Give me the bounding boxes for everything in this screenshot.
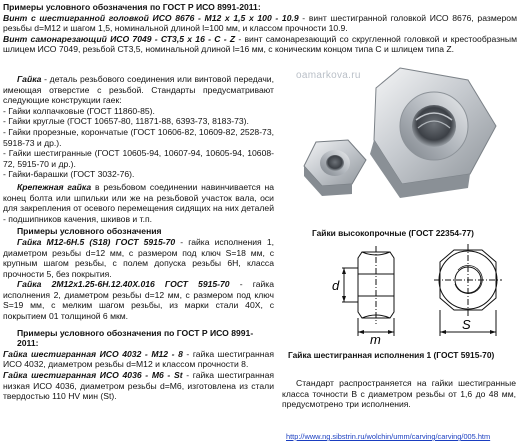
nut-types-list (3, 106, 274, 180)
nut-example-2 (3, 279, 274, 321)
nuts-photo (282, 62, 516, 224)
photo-caption: Гайки высокопрочные (ГОСТ 22354-77) (312, 228, 474, 238)
nut-example-3 (3, 349, 274, 370)
example-2-desc: - винт самонарезающий со скругленной головкой и крестообразным шлицем ИСО 7049, резьбой СТ3,5, номинальной длиной l=16 мм, с коническим концом типа С и шлицем типа Z. (3, 33, 517, 55)
list-item: - Гайки шестигранные (ГОСТ 10605-94, 10607-94, 10605-94, 10608-72, 5915-70 и др.). (3, 148, 274, 169)
example-1-desc: - винт шестигранной головкой ИСО 8676, размером резьбы d=М12 и шагом 1,5, номинальной длиной l=100 мм, и классом прочности 10.9. (3, 12, 517, 34)
dimension-label-m: m (370, 332, 381, 346)
nut-example-4 (3, 370, 274, 402)
section-title-2: Примеры условного обозначения по ГОСТ Р ИСО 8991-2011: (17, 327, 254, 349)
header-example-1 (3, 13, 517, 34)
nuts-photo-image (282, 62, 516, 224)
nut-example-3-code: Гайка шестигранная ИСО 4032 - М12 - 8 (3, 348, 183, 359)
left-column (3, 74, 274, 402)
list-item: - Гайки-барашки (ГОСТ 3032-76). (3, 169, 135, 180)
nut-example-2-desc: - гайка исполнения 2, диаметром резьбы d=12 мм, с размером под ключ S=19 мм, с мелким шагом резьбы, из марки стали 40Х, с покрытием 01 толщиной 6 мкм. (3, 279, 275, 322)
nut-term: Гайка (17, 74, 42, 84)
nut-example-3-desc: - гайка шестигранная ИСО 4032, диаметром резьбы d=М12 и классом прочности 8. (3, 348, 274, 370)
header-example-2 (3, 34, 517, 55)
nut-definition-text: - деталь резьбового соединения или винтовой передачи, имеющая отверстие с резьбой. Стандарты предусматривают следующие конструкции гаек: (3, 74, 274, 106)
nut-example-1 (3, 237, 274, 279)
example-1-code: Винт с шестигранной головкой ИСО 8676 - М12 x 1,5 x 100 - 10.9 (3, 12, 299, 23)
watermark: oamarkova.ru (296, 70, 361, 81)
list-item: - Гайки круглые (ГОСТ 10657-80, 11871-88, 6393-73, 8183-73). (3, 116, 249, 127)
nut-example-2-code: Гайка 2М12x1.25-6Н.12.40Х.016 ГОСТ 5915-70 (17, 279, 230, 290)
section-title-1: Примеры условного обозначения (17, 226, 162, 237)
fixing-nut-paragraph (3, 182, 274, 224)
list-item: - Гайки колпачковые (ГОСТ 11860-85). (3, 105, 155, 116)
standard-note: Стандарт распространяется на гайки шестигранные класса точности В с диаметром резьбы от 1,6 до 48 мм, предусмотрено три исполнения. (282, 378, 516, 410)
nut-example-1-desc: - гайка исполнения 1, диаметром резьбы d=12 мм, с размером под ключ S=18 мм, с крупным шагом резьбы, с полем допуска резьбы 6Н, класса прочности 5, без покрытия. (3, 236, 274, 279)
nut-example-1-code: Гайка М12-6Н.5 (S18) ГОСТ 5915-70 (17, 236, 176, 247)
dimension-label-s: S (462, 317, 471, 332)
header-block (3, 2, 517, 55)
dimension-label-d: d (332, 278, 340, 293)
nut-example-4-desc: - гайка шестигранная низкая ИСО 4036, диаметром резьбы d=М6, изготовлена из стали твердостью 110 HV мин (St). (3, 370, 274, 402)
fixing-nut-term: Крепежная гайка (17, 181, 92, 192)
nut-example-4-code: Гайка шестигранная ИСО 4036 - М6 - St (3, 370, 183, 381)
nut-drawing (322, 240, 516, 346)
fixing-nut-text: в резьбовом соединении навинчивается на конец болта или шпильки или же на резьбовой участок вала, оси для закрепления от осевого перемещения сидящих на них деталей - подшипников качения, шкивов и т.п. (3, 181, 274, 224)
list-item: - Гайки прорезные, корончатые (ГОСТ 10606-82, 10609-82, 2528-73, 5918-73 и др.). (3, 126, 274, 148)
drawing-caption: Гайка шестигранная исполнения 1 (ГОСТ 5915-70) (288, 350, 495, 360)
example-2-code: Винт самонарезающий ИСО 7049 - СТ3,5 x 16 - С - Z (3, 33, 236, 44)
header-title: Примеры условного обозначения по ГОСТ Р ИСО 8991-2011: (3, 2, 261, 12)
nut-drawing-image (322, 240, 516, 346)
nut-definition (3, 74, 274, 106)
source-link[interactable]: http://www.ng.sibstrin.ru/wolchin/umm/carving/carving/005.htm (286, 432, 491, 441)
